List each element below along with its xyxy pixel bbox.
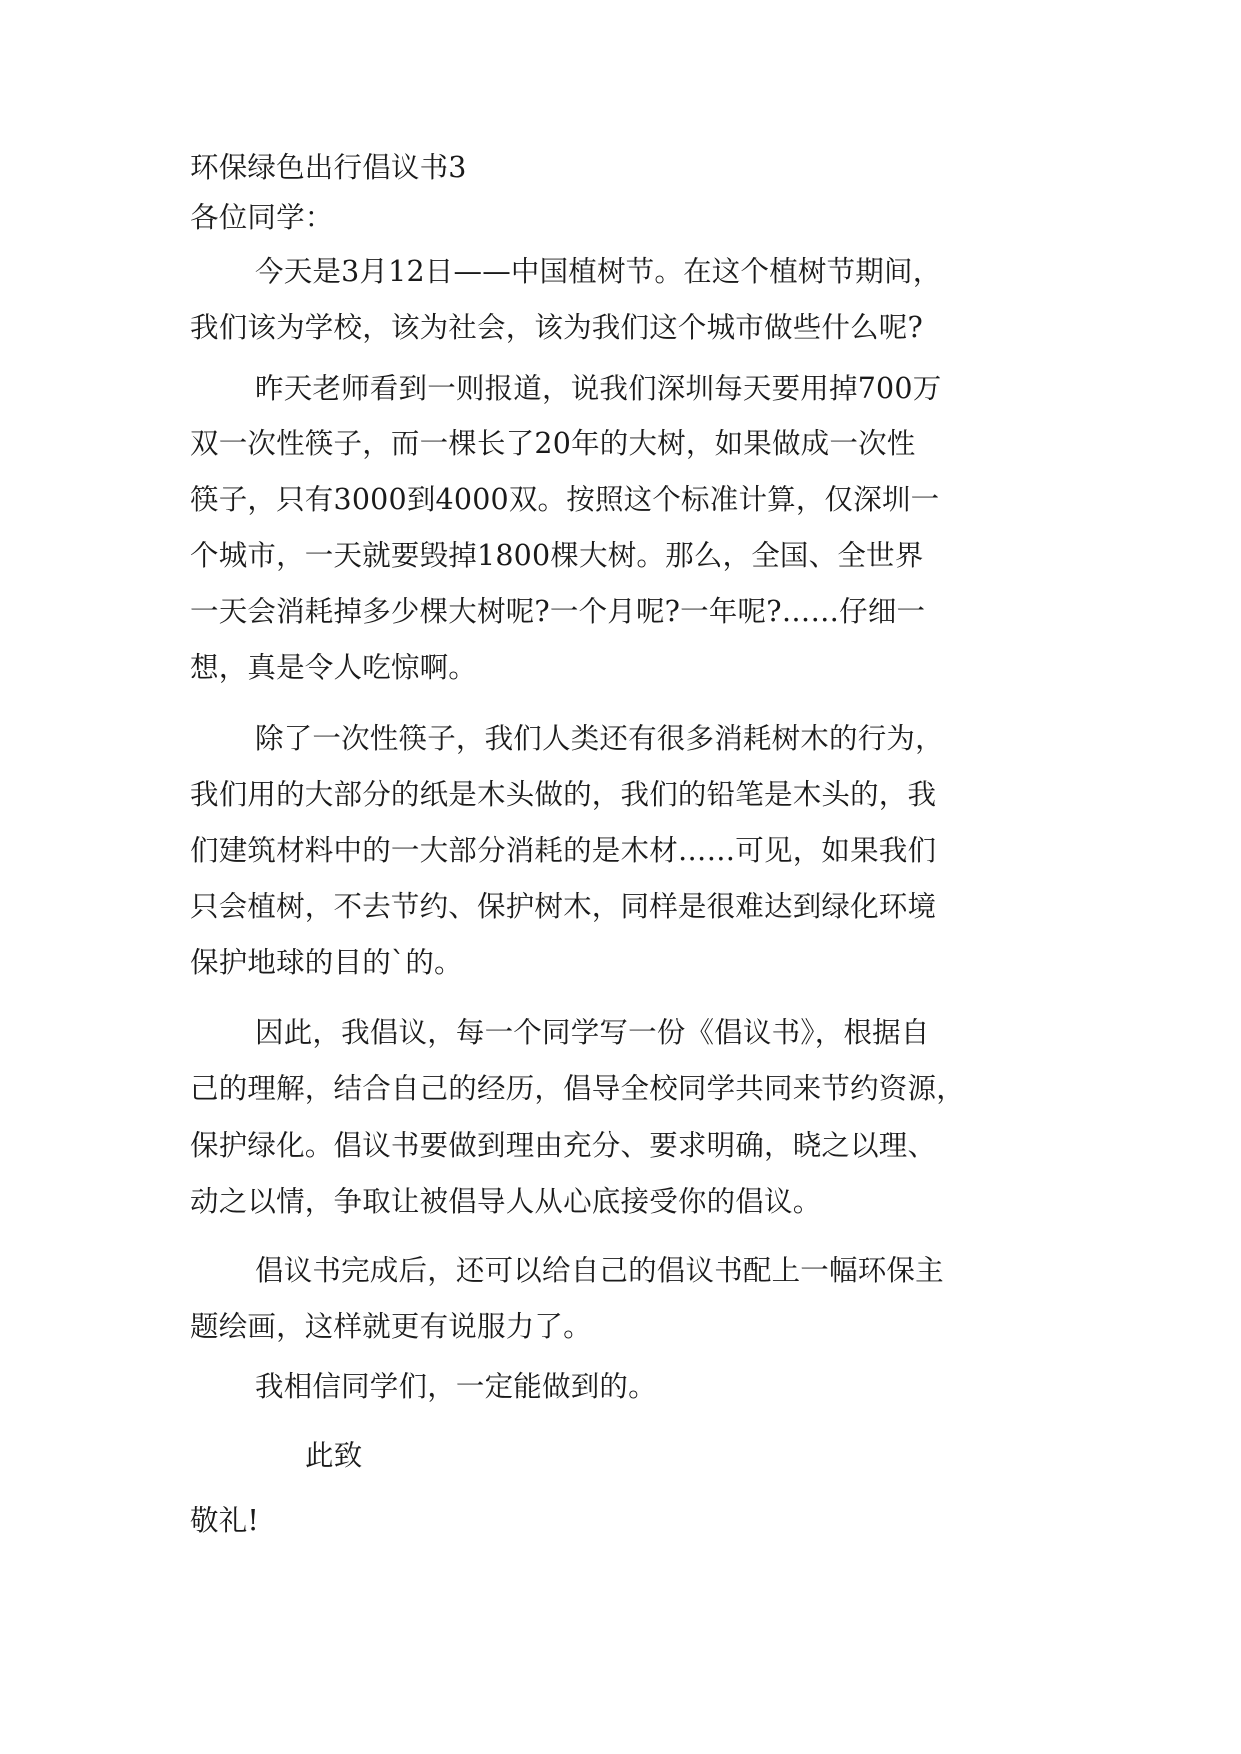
paragraph-2-line-5: 一天会消耗掉多少棵大树呢?一个月呢?一年呢?……仔细一: [190, 595, 926, 628]
salutation: 各位同学：: [190, 201, 334, 234]
paragraph-4-line-3: 保护绿化。倡议书要做到理由充分、要求明确，晓之以理、: [190, 1129, 937, 1162]
paragraph-3-line-5: 保护地球的目的`的。: [190, 946, 463, 979]
paragraph-1-line-2: 我们该为学校，该为社会，该为我们这个城市做些什么呢?: [190, 311, 923, 344]
paragraph-4-line-2: 己的理解，结合自己的经历，倡导全校同学共同来节约资源，: [190, 1072, 965, 1105]
paragraph-5-line-1: 倡议书完成后，还可以给自己的倡议书配上一幅环保主: [255, 1254, 944, 1287]
document-title: 环保绿色出行倡议书3: [190, 151, 467, 184]
paragraph-2-line-4: 个城市，一天就要毁掉1800棵大树。那么，全国、全世界: [190, 539, 924, 572]
paragraph-5-line-2: 题绘画，这样就更有说服力了。: [190, 1310, 592, 1343]
paragraph-6-line-1: 我相信同学们，一定能做到的。: [255, 1370, 657, 1403]
paragraph-4-line-4: 动之以情，争取让被倡导人从心底接受你的倡议。: [190, 1185, 822, 1218]
paragraph-2-line-3: 筷子，只有3000到4000双。按照这个标准计算，仅深圳一: [190, 483, 940, 516]
paragraph-2-line-6: 想，真是令人吃惊啊。: [190, 651, 478, 684]
paragraph-4-line-1: 因此，我倡议，每一个同学写一份《倡议书》，根据自: [255, 1016, 930, 1049]
regards: 敬礼!: [190, 1504, 260, 1537]
paragraph-3-line-4: 只会植树，不去节约、保护树木，同样是很难达到绿化环境: [190, 890, 937, 923]
paragraph-3-line-3: 们建筑材料中的一大部分消耗的是木材……可见，如果我们: [190, 834, 937, 867]
paragraph-2-line-2: 双一次性筷子，而一棵长了20年的大树，如果做成一次性: [190, 427, 916, 460]
paragraph-2-line-1: 昨天老师看到一则报道，说我们深圳每天要用掉700万: [255, 372, 942, 405]
paragraph-3-line-1: 除了一次性筷子，我们人类还有很多消耗树木的行为，: [255, 722, 944, 755]
paragraph-3-line-2: 我们用的大部分的纸是木头做的，我们的铅笔是木头的，我: [190, 778, 937, 811]
closing: 此致: [305, 1439, 363, 1472]
paragraph-1-line-1: 今天是3月12日——中国植树节。在这个植树节期间，: [255, 255, 942, 288]
